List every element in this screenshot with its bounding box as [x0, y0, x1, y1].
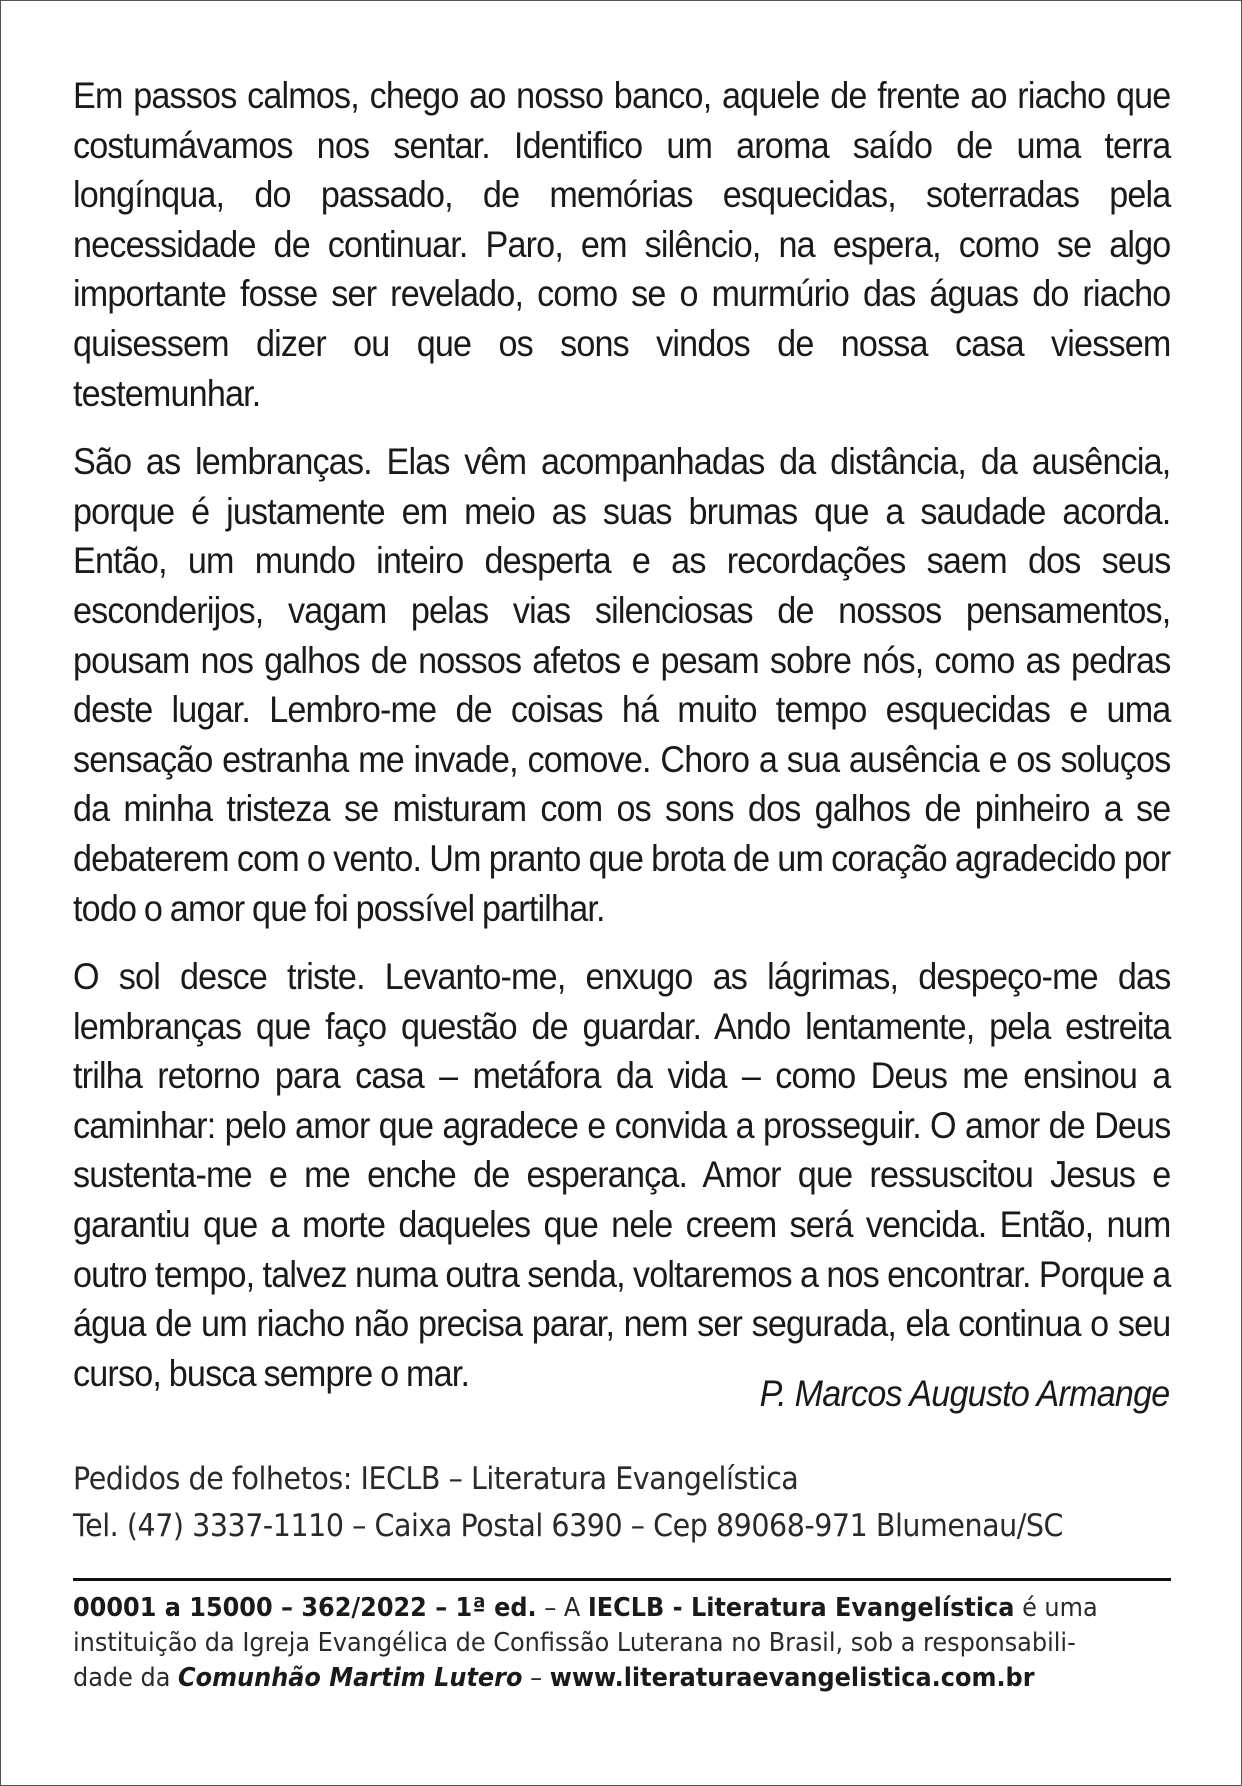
communion-name: Comunhão Martim Lutero — [178, 1663, 523, 1693]
footer-text: dade da — [73, 1663, 179, 1693]
website-link[interactable]: www.literaturaevangelistica.com.br — [549, 1663, 1035, 1693]
footer-divider — [73, 1578, 1171, 1581]
paragraph-2: São as lembranças. Elas vêm acompanhadas da distância, da ausência, porque é justamente em meio as suas brumas que a saudade acorda. Então, um mundo inteiro desperta e as recordações saem dos seus esconderijos, vagam pelas vias silenciosas de nossos pensamentos, pousam nos galhos de nossos afetos e pesam sobre nós, como as pedras deste lugar. Lembro-me de coisas há muito tempo esquecidas e uma sensação estranha me invade, comove. Choro a sua ausência e os soluços da minha tristeza se misturam com os sons dos galhos de pinheiro a se debaterem com o vento. Um pranto que brota de um coração agradecido por todo o amor que foi possível partilhar. — [73, 440, 1171, 929]
separator: – A — [536, 1593, 588, 1623]
footer-text: é uma — [1014, 1593, 1098, 1623]
contact-line: Tel. (47) 3337-1110 – Caixa Postal 6390 – Cep 89068-971 Blumenau/SC — [73, 1508, 1063, 1544]
body-text — [73, 71, 1170, 1398]
paragraph-1: Em passos calmos, chego ao nosso banco, aquele de frente ao riacho que costumávamos nos sentar. Identifico um aroma saído de uma terra longínqua, do passado, de memórias esquecidas, soterradas pela necessidade de continuar. Paro, em silêncio, na espera, como se algo importante fosse ser revelado, como se o murmúrio das águas do riacho quisessem dizer ou que os sons vindos de nossa casa viessem testemunhar. — [73, 74, 1171, 414]
author-signature: P. Marcos Augusto Armange — [759, 1373, 1169, 1414]
separator: – — [522, 1663, 550, 1693]
footer-line-3 — [73, 1661, 1170, 1696]
footer-line-2: instituição da Igreja Evangélica de Confissão Luterana no Brasil, sob a responsabili- — [73, 1628, 1076, 1658]
org-name: IECLB - Literatura Evangelística — [587, 1593, 1015, 1623]
orders-line: Pedidos de folhetos: IECLB – Literatura Evangelística — [73, 1461, 799, 1497]
footer-line-1 — [73, 1591, 1170, 1626]
print-run: 00001 a 15000 – 362/2022 – 1ª ed. — [73, 1593, 537, 1623]
paragraph-3: O sol desce triste. Levanto-me, enxugo as lágrimas, despeço-me das lembranças que faço questão de guardar. Ando lentamente, pela estreita trilha retorno para casa – metáfora da vida – como Deus me ensinou a caminhar: pelo amor que agradece e convida a prosseguir. O amor de Deus sustenta-me e me enche de esperança. Amor que ressuscitou Jesus e garantiu que a morte daqueles que nele creem será vencida. Então, num outro tempo, talvez numa outra senda, voltaremos a nos encontrar. Porque a água de um riacho não precisa parar, nem ser segurada, ela continua o seu curso, busca sempre o mar. — [73, 955, 1171, 1394]
footer-credits — [73, 1591, 1170, 1696]
orders-info — [73, 1456, 1171, 1550]
main-text — [73, 71, 1171, 1417]
